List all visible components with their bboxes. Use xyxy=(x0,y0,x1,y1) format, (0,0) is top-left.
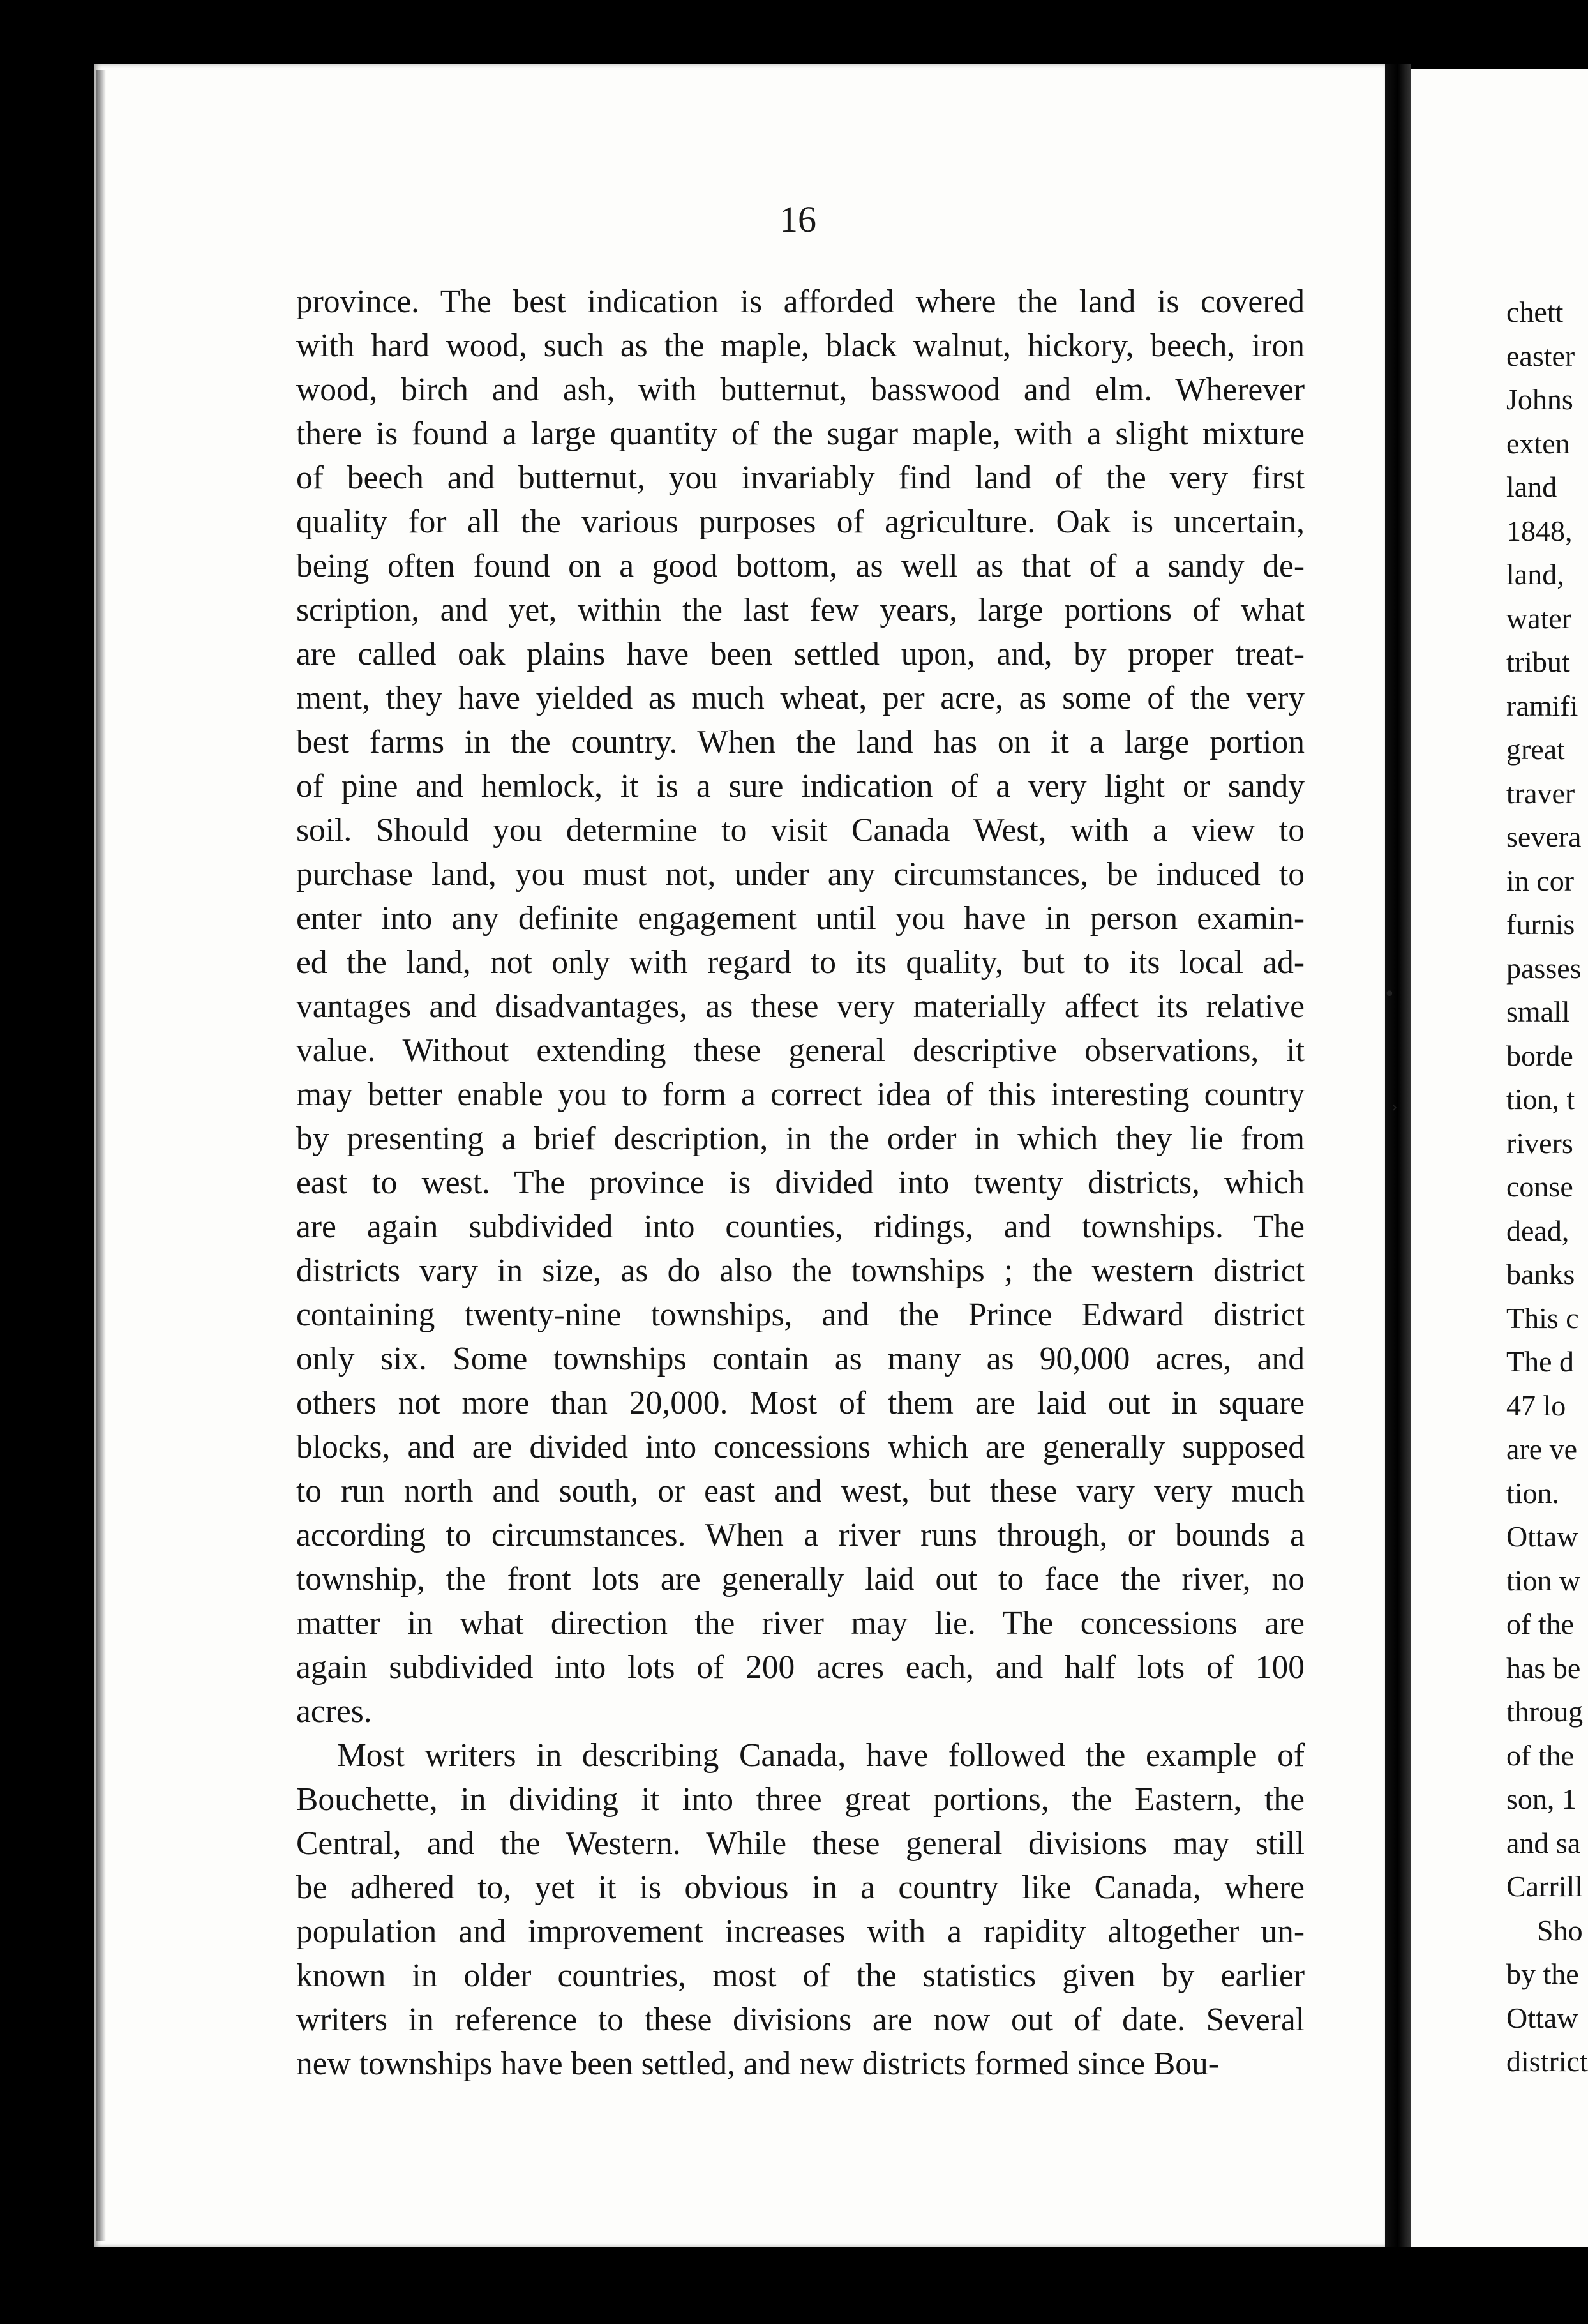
text-line: by the xyxy=(1506,1958,1579,1990)
text-line: chett xyxy=(1506,296,1564,328)
text-line: Ottaw xyxy=(1506,2001,1578,2034)
text-line: tion w xyxy=(1506,1564,1581,1597)
text-line: of pine and hemlock, it is a sure indication of a very light or sandy xyxy=(296,768,1305,804)
text-line: banks xyxy=(1506,1258,1575,1290)
text-line: has be xyxy=(1506,1651,1581,1684)
text-line: known in older countries, most of the statistics given by earlier xyxy=(296,1958,1305,1994)
text-line: Bouchette, in dividing it into three great portions, the Eastern, the xyxy=(296,1781,1305,1818)
left-column-text xyxy=(296,280,1305,2086)
text-line: small xyxy=(1506,995,1570,1028)
text-line: severa xyxy=(1506,820,1582,853)
text-line: acres. xyxy=(296,1693,372,1730)
text-line: dead, xyxy=(1506,1214,1569,1247)
text-line: Carrill xyxy=(1506,1870,1584,1903)
text-line: 47 lo xyxy=(1506,1389,1566,1422)
text-line: being often found on a good bottom, as well as that of a sandy de- xyxy=(296,548,1305,584)
text-line: Sho xyxy=(1537,1913,1583,1947)
binding-mark-icon: • xyxy=(1384,983,1395,1006)
text-line: of beech and butternut, you invariably find land of the very first xyxy=(296,460,1305,496)
text-line: of the xyxy=(1506,1739,1575,1772)
text-line: ment, they have yielded as much wheat, per acre, as some of the very xyxy=(296,680,1305,716)
text-line: This c xyxy=(1506,1301,1579,1334)
text-line: east to west. The province is divided into twenty districts, which xyxy=(296,1165,1305,1201)
text-line: borde xyxy=(1506,1039,1573,1072)
text-line: Central, and the Western. While these general divisions may still xyxy=(296,1825,1305,1862)
text-line: great xyxy=(1506,733,1565,766)
text-line: Johns xyxy=(1506,383,1573,416)
text-line: are ve xyxy=(1506,1433,1578,1465)
text-line: district xyxy=(1506,2045,1588,2078)
page-number: 16 xyxy=(779,199,816,240)
text-line: land xyxy=(1506,471,1557,503)
text-line: rivers xyxy=(1506,1126,1573,1159)
text-line: 1848, xyxy=(1506,514,1573,547)
text-line: scription, and yet, within the last few years, large portions of what xyxy=(296,592,1305,628)
book-gutter xyxy=(1385,64,1411,2247)
text-line: according to circumstances. When a river runs through, or bounds a xyxy=(296,1517,1305,1553)
text-line: conse xyxy=(1506,1170,1573,1203)
text-line: in cor xyxy=(1506,864,1575,897)
text-line: value. Without extending these general descriptive observations, it xyxy=(296,1032,1305,1069)
left-page-edge xyxy=(96,70,106,2241)
text-line: land, xyxy=(1506,558,1564,591)
text-line: easter xyxy=(1506,339,1575,372)
text-line: Most writers in describing Canada, have followed the example of xyxy=(337,1737,1305,1774)
text-line: ed the land, not only with regard to its quality, but to its local ad- xyxy=(296,944,1305,981)
text-line: only six. Some townships contain as many as 90,000 acres, and xyxy=(296,1341,1305,1377)
text-line: to run north and south, or east and west, but these vary very much xyxy=(296,1473,1305,1509)
text-line: furnis xyxy=(1506,908,1575,940)
text-line: blocks, and are divided into concessions which are generally supposed xyxy=(296,1429,1305,1465)
text-line: tribut xyxy=(1506,645,1570,678)
text-line: water xyxy=(1506,601,1572,635)
text-line: province. The best indication is afforded where the land is covered xyxy=(296,283,1305,320)
text-line: again subdivided into lots of 200 acres each, and half lots of 100 xyxy=(296,1649,1305,1686)
text-line: enter into any definite engagement until you have in person examin- xyxy=(296,900,1305,937)
text-line: writers in reference to these divisions are now out of date. Several xyxy=(296,2002,1305,2038)
text-line: best farms in the country. When the land has on it a large portion xyxy=(296,724,1305,760)
text-line: be adhered to, yet it is obvious in a country like Canada, where xyxy=(296,1869,1305,1906)
text-line: new townships have been settled, and new districts formed since Bou- xyxy=(296,2046,1219,2082)
text-line: are called oak plains have been settled upon, and, by proper treat- xyxy=(296,636,1305,672)
text-line: purchase land, you must not, under any circumstances, be induced to xyxy=(296,856,1305,893)
text-line: throug xyxy=(1506,1695,1584,1728)
binding-mark-icon: › xyxy=(1391,1098,1398,1116)
text-line: wood, birch and ash, with butternut, basswood and elm. Wherever xyxy=(296,372,1305,408)
text-line: with hard wood, such as the maple, black walnut, hickory, beech, iron xyxy=(296,328,1305,364)
text-line: and sa xyxy=(1506,1826,1581,1859)
text-line: vantages and disadvantages, as these very materially affect its relative xyxy=(296,988,1305,1025)
text-line: traver xyxy=(1506,776,1575,810)
right-column-text xyxy=(1506,290,1588,2084)
text-line: exten xyxy=(1506,426,1570,460)
text-line: ramifi xyxy=(1506,689,1578,722)
text-line: passes xyxy=(1506,951,1582,985)
text-line: Ottaw xyxy=(1506,1520,1578,1553)
text-line: son, 1 xyxy=(1506,1783,1577,1815)
text-line: containing twenty-nine townships, and the Prince Edward district xyxy=(296,1297,1305,1333)
text-line: may better enable you to form a correct idea of this interesting country xyxy=(296,1076,1305,1113)
text-line: of the xyxy=(1506,1608,1575,1640)
text-line: are again subdivided into counties, ridings, and townships. The xyxy=(296,1209,1305,1245)
text-line: by presenting a brief description, in the order in which they lie from xyxy=(296,1120,1305,1157)
text-line: The d xyxy=(1506,1345,1575,1378)
text-line: districts vary in size, as do also the townships ; the western district xyxy=(296,1253,1305,1289)
text-line: there is found a large quantity of the sugar maple, with a slight mixture xyxy=(296,416,1305,452)
text-line: tion. xyxy=(1506,1476,1560,1509)
text-line: soil. Should you determine to visit Canada West, with a view to xyxy=(296,812,1305,849)
text-line: matter in what direction the river may lie. The concessions are xyxy=(296,1605,1305,1641)
text-line: township, the front lots are generally laid out to face the river, no xyxy=(296,1561,1305,1597)
text-line: quality for all the various purposes of agriculture. Oak is uncertain, xyxy=(296,504,1305,540)
text-line: population and improvement increases with a rapidity altogether un- xyxy=(296,1913,1305,1950)
text-line: tion, t xyxy=(1506,1083,1575,1115)
text-line: others not more than 20,000. Most of them are laid out in square xyxy=(296,1385,1305,1421)
